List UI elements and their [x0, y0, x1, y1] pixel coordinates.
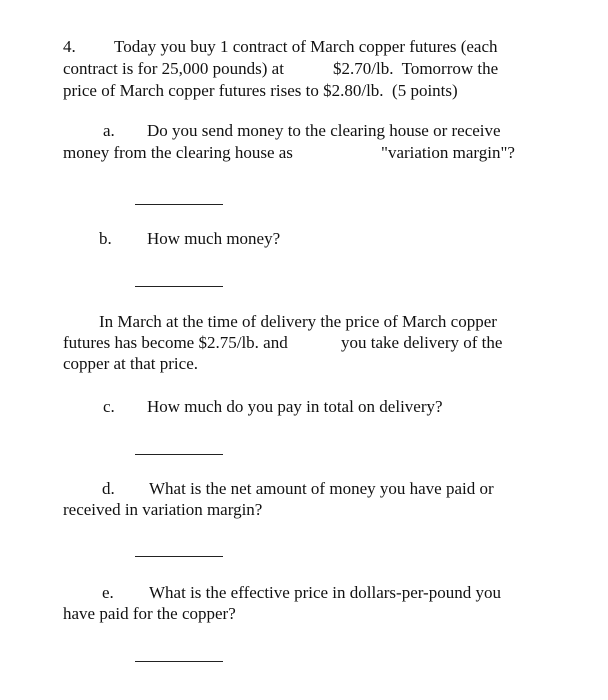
part-b-label: b.	[99, 229, 112, 248]
part-a-answer-blank	[135, 204, 223, 205]
part-c-text: How much do you pay in total on delivery?	[147, 397, 443, 416]
delivery-line-3: copper at that price.	[63, 354, 198, 373]
part-d-label: d.	[102, 479, 115, 498]
part-b-answer-blank	[135, 286, 223, 287]
part-e-line-2: have paid for the copper?	[63, 604, 236, 623]
part-a-line-1: Do you send money to the clearing house or receive	[147, 121, 501, 140]
part-e-label: e.	[102, 583, 114, 602]
part-d-line-1: What is the net amount of money you have paid or	[149, 479, 494, 498]
part-d-line-2: received in variation margin?	[63, 500, 263, 519]
part-e-answer-blank	[135, 661, 223, 662]
delivery-line-2a: futures has become $2.75/lb. and	[63, 333, 288, 352]
part-c-label: c.	[103, 397, 115, 416]
question-stem-line-1: Today you buy 1 contract of March copper futures (each	[114, 37, 498, 56]
part-e-line-1: What is the effective price in dollars-per-pound you	[149, 583, 501, 602]
delivery-line-1: In March at the time of delivery the price of March copper	[99, 312, 497, 331]
part-a-label: a.	[103, 121, 115, 140]
part-c-answer-blank	[135, 454, 223, 455]
question-stem-line-2a: contract is for 25,000 pounds) at	[63, 59, 284, 78]
part-a-line-2a: money from the clearing house as	[63, 143, 293, 162]
question-stem-line-2b: $2.70/lb. Tomorrow the	[333, 59, 499, 78]
question-stem-line-3: price of March copper futures rises to $2.80/lb. (5 points)	[63, 81, 458, 100]
part-d-answer-blank	[135, 556, 223, 557]
delivery-line-2b: you take delivery of the	[341, 333, 503, 352]
question-number: 4.	[63, 37, 76, 56]
part-a-line-2b: "variation margin"?	[381, 143, 515, 162]
part-b-text: How much money?	[147, 229, 281, 248]
